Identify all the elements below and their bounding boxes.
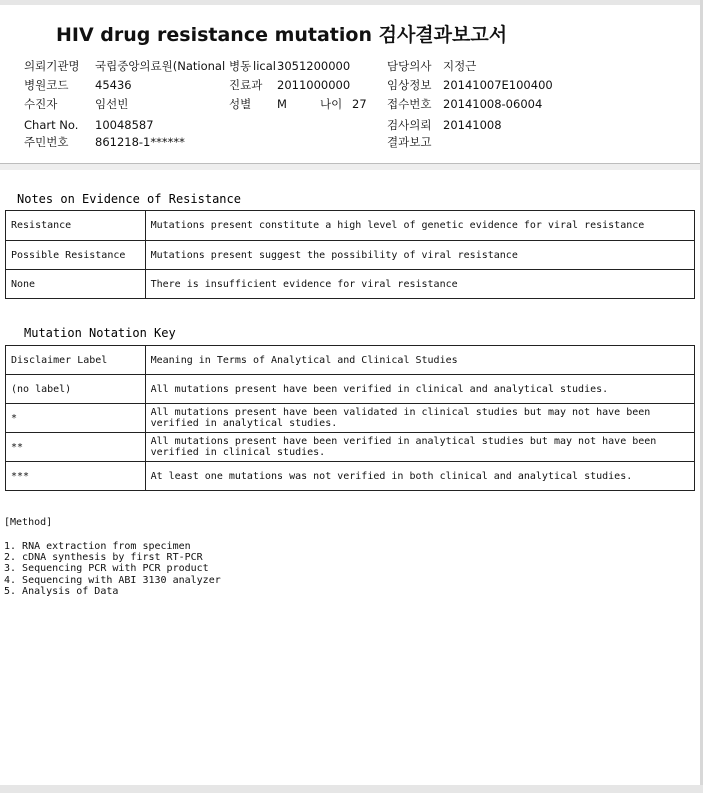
- evidence-label-cell: None: [6, 270, 146, 299]
- sex-label: 성별: [229, 97, 252, 111]
- notation-label-cell: (no label): [6, 375, 146, 404]
- evidence-label-cell: Possible Resistance: [6, 241, 146, 270]
- result-label: 결과보고: [387, 135, 432, 149]
- receipt-value: 20141008-06004: [443, 97, 543, 111]
- chart-number-label: Chart No.: [24, 118, 79, 132]
- institution-label: 의뢰기관명: [24, 59, 80, 73]
- dept-label: 진료과: [229, 78, 263, 92]
- notation-header-desc: Meaning in Terms of Analytical and Clinical Studies: [145, 346, 694, 375]
- notation-desc-cell: All mutations present have been validated in clinical studies but may not have been verified in analytical studies.: [145, 404, 694, 433]
- method-step: 5. Analysis of Data: [4, 586, 119, 597]
- notation-label-cell: *: [6, 404, 146, 433]
- evidence-desc-cell: Mutations present constitute a high level of genetic evidence for viral resistance: [145, 211, 694, 241]
- table-row: [6, 270, 695, 299]
- notation-desc-cell: All mutations present have been verified in clinical and analytical studies.: [145, 375, 694, 404]
- notation-desc-cell: All mutations present have been verified in analytical studies but may not have been verified in clinical studies.: [145, 433, 694, 462]
- rrn-label: 주민번호: [24, 135, 69, 149]
- method-step: 1. RNA extraction from specimen: [4, 541, 191, 552]
- chart-number-value: 10048587: [95, 118, 154, 132]
- doctor-value: 지정근: [443, 59, 477, 73]
- method-step: 3. Sequencing PCR with PCR product: [4, 563, 209, 574]
- notation-desc-cell: At least one mutations was not verified in both clinical and analytical studies.: [145, 462, 694, 491]
- header-divider-band: [0, 164, 700, 170]
- evidence-table: [5, 210, 695, 299]
- institution-value: 국립중앙의료원(National: [95, 59, 226, 73]
- receipt-label: 접수번호: [387, 97, 432, 111]
- request-value: 20141008: [443, 118, 502, 132]
- table-row: [6, 241, 695, 270]
- table-row: [6, 462, 695, 491]
- method-title: [Method]: [4, 517, 53, 528]
- method-step: 4. Sequencing with ABI 3130 analyzer: [4, 575, 221, 586]
- age-value: 27: [352, 97, 367, 111]
- patient-value: 임선빈: [95, 97, 129, 111]
- clinical-info-label: 임상정보: [387, 78, 432, 92]
- notation-table: [5, 345, 695, 491]
- notation-header-label: Disclaimer Label: [6, 346, 146, 375]
- table-header-row: [6, 346, 695, 375]
- table-row: [6, 404, 695, 433]
- top-border: [0, 0, 703, 5]
- notation-label-cell: **: [6, 433, 146, 462]
- dept-value: 2011000000: [277, 78, 351, 92]
- notation-section-title: Mutation Notation Key: [24, 326, 176, 340]
- patient-label: 수진자: [24, 97, 58, 111]
- ward-phone-value: 3051200000: [277, 59, 351, 73]
- age-label: 나이: [320, 97, 343, 111]
- method-step: 2. cDNA synthesis by first RT-PCR: [4, 552, 203, 563]
- hospital-code-value: 45436: [95, 78, 132, 92]
- table-row: [6, 375, 695, 404]
- table-row: [6, 211, 695, 241]
- report-title: HIV drug resistance mutation 검사결과보고서: [56, 24, 508, 46]
- request-label: 검사의뢰: [387, 118, 432, 132]
- ward-value-fragment: lical: [253, 59, 276, 73]
- evidence-desc-cell: There is insufficient evidence for viral resistance: [145, 270, 694, 299]
- table-row: [6, 433, 695, 462]
- evidence-label-cell: Resistance: [6, 211, 146, 241]
- doctor-label: 담당의사: [387, 59, 432, 73]
- notation-label-cell: ***: [6, 462, 146, 491]
- bottom-border: [0, 785, 703, 793]
- ward-label: 병동: [229, 59, 252, 73]
- evidence-desc-cell: Mutations present suggest the possibility of viral resistance: [145, 241, 694, 270]
- evidence-section-title: Notes on Evidence of Resistance: [17, 192, 241, 206]
- clinical-info-value: 20141007E100400: [443, 78, 553, 92]
- hospital-code-label: 병원코드: [24, 78, 69, 92]
- sex-value: M: [277, 97, 287, 111]
- rrn-value: 861218-1******: [95, 135, 185, 149]
